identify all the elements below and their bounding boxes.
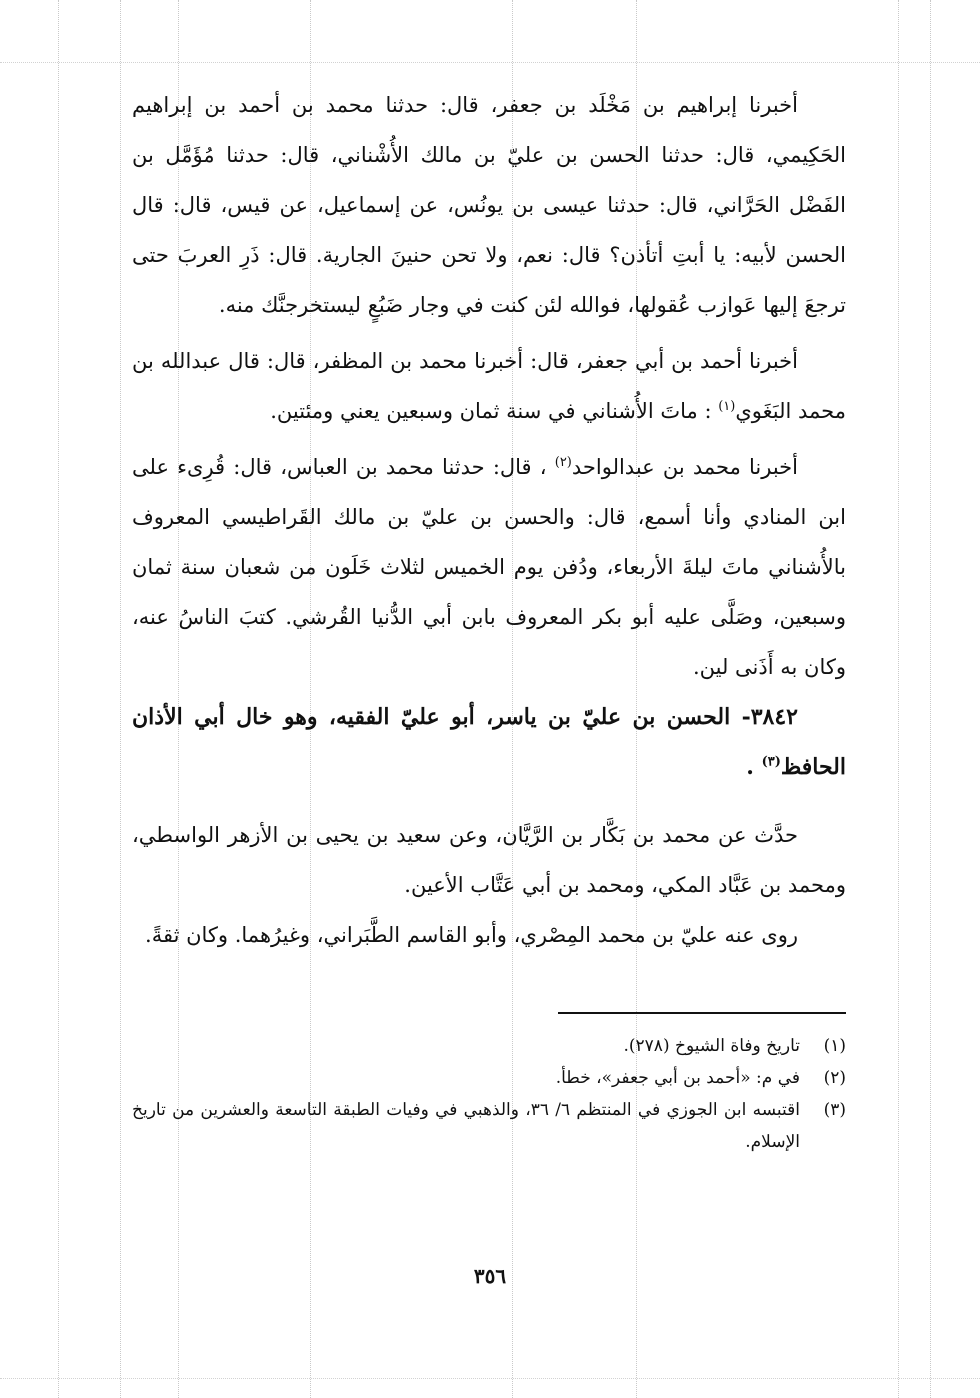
footnote-3	[132, 1094, 846, 1158]
entry-heading	[132, 692, 846, 792]
paragraph-text: أخبرنا أحمد بن أبي جعفر، قال: أخبرنا محمد بن المظفر، قال: قال عبدالله بن محمد البَغَوي	[132, 349, 846, 423]
scan-guide-line	[58, 0, 59, 1398]
paragraph-narration-2	[132, 336, 846, 436]
footnote-number: (٢)	[823, 1068, 846, 1088]
paragraph-narration-3	[132, 442, 846, 692]
footnote-marker-1: (١)	[718, 399, 736, 414]
entry-paragraph-2: روى عنه عليّ بن محمد المِصْري، وأبو القاسم الطَّبَراني، وغيرُهما. وكان ثقةً.	[145, 923, 798, 947]
footnotes	[132, 1030, 846, 1158]
entry-heading-text: ٣٨٤٢- الحسن بن عليّ بن ياسر، أبو عليّ الفقيه، وهو خال أبي الأذان الحافظ	[132, 704, 846, 780]
footnote-marker-2: (٢)	[554, 455, 572, 470]
main-text	[132, 80, 846, 960]
entry-heading-period: .	[746, 754, 754, 780]
footnote-text: في م: «أحمد بن أبي جعفر»، خطأ.	[555, 1068, 800, 1088]
scan-guide-line	[930, 0, 931, 1398]
page-number: ٣٥٦	[473, 1264, 507, 1288]
scan-guide-line	[0, 62, 980, 63]
footnote-1	[132, 1030, 846, 1062]
paragraph-text: ، قال: حدثنا محمد بن العباس، قال: قُرِىء على ابن المنادي وأنا أسمع، قال: والحسن بن عليّ بن مالك القَراطيسي المعروف بالأُشناني ماتَ ليلةَ الأربعاء، ودُفن يوم الخميس لثلاث خَلَون من شعبان سنة ثمان وسبعين، وصَلَّى عليه أبو بكر المعروف بابن أبي الدُّنيا القُرشي. كتبَ الناسُ عنه، وكان به أَذَنى لين.	[132, 455, 846, 679]
footnote-text: تاريخ وفاة الشيوخ (٢٧٨).	[623, 1036, 800, 1056]
footnote-text: اقتبسه ابن الجوزي في المنتظم ٦/ ٣٦، والذهبي في وفيات الطبقة التاسعة والعشرين من تاريخ الإسلام.	[132, 1100, 800, 1152]
footnote-number: (١)	[823, 1036, 846, 1056]
entry-paragraph-1: حدَّث عن محمد بن بَكَّار بن الرَّيَّان، وعن سعيد بن يحيى بن الأزهر الواسطي، ومحمد بن عَبَّاد المكي، ومحمد بن أبي عَتَّاب الأعين.	[132, 823, 846, 897]
paragraph-text: : ماتَ الأُشناني في سنة ثمان وسبعين يعني ومئتين.	[270, 399, 712, 423]
footnote-marker-3: (٣)	[761, 754, 781, 770]
paragraph-text: أخبرنا محمد بن عبدالواحد	[571, 455, 798, 479]
scan-guide-line	[0, 1378, 980, 1379]
footnote-number: (٣)	[823, 1100, 846, 1120]
paragraph-narration-1: أخبرنا إبراهيم بن مَخْلَد بن جعفر، قال: حدثنا محمد بن أحمد بن إبراهيم الحَكِيمي، قال: حدثنا الحسن بن عليّ بن مالك الأُشْناني، قال: حدثنا مُؤَمَّل بن الفَضْل الحَرَّاني، قال: حدثنا عيسى بن يونُس، عن إسماعيل، عن قيس، قال: قال الحسن لأبيه: يا أبتِ أتأذن؟ قال: نعم، ولا تحن حنينَ الجارية. قال: ذَرِ العربَ حتى ترجعَ إليها عَوازب عُقولها، فوالله لئن كنت في وجار ضَبُعٍ ليستخرجنَّك منه.	[132, 93, 846, 317]
footnote-separator	[558, 1012, 846, 1014]
footnote-2	[132, 1062, 846, 1094]
scan-guide-line	[898, 0, 899, 1398]
scan-guide-line	[120, 0, 121, 1398]
